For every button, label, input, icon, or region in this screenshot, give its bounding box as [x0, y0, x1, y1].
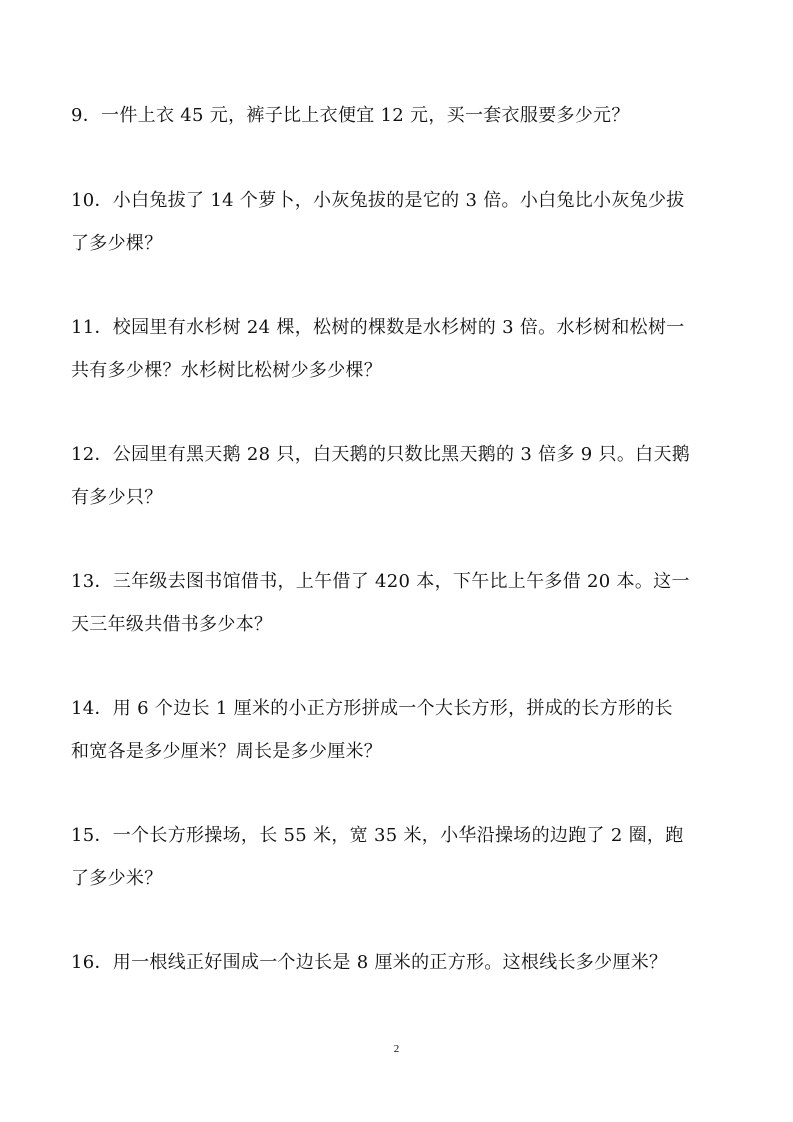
problem-13-line-1: 13．三年级去图书馆借书，上午借了 420 本，下午比上午多借 20 本。这一 [71, 571, 690, 592]
problem-14-line-2: 和宽各是多少厘米？周长是多少厘米？ [71, 741, 383, 762]
problem-15-line-1: 15．一个长方形操场，长 55 米，宽 35 米，小华沿操场的边跑了 2 圈，跑 [71, 825, 684, 846]
problem-10-line-2: 了多少棵？ [71, 233, 163, 254]
page-number: 2 [393, 1043, 400, 1055]
problem-16-line-1: 16．用一根线正好围成一个边长是 8 厘米的正方形。这根线长多少厘米？ [71, 952, 668, 973]
problem-15-line-2: 了多少米？ [71, 868, 163, 889]
problem-9-line-1: 9．一件上衣 45 元，裤子比上衣便宜 12 元，买一套衣服要多少元？ [71, 105, 630, 126]
problem-11-line-1: 11．校园里有水杉树 24 棵，松树的棵数是水杉树的 3 倍。水杉树和松树一 [71, 317, 685, 338]
problem-11-line-2: 共有多少棵？水杉树比松树少多少棵？ [71, 360, 383, 381]
problem-13-line-2: 天三年级共借书多少本？ [71, 614, 273, 635]
problem-14-line-1: 14．用 6 个边长 1 厘米的小正方形拼成一个大长方形，拼成的长方形的长 [71, 698, 673, 719]
problem-12-line-2: 有多少只？ [71, 487, 163, 508]
problem-10-line-1: 10．小白兔拔了 14 个萝卜，小灰兔拔的是它的 3 倍。小白兔比小灰兔少拔 [71, 190, 685, 211]
problem-12-line-1: 12．公园里有黑天鹅 28 只，白天鹅的只数比黑天鹅的 3 倍多 9 只。白天鹅 [71, 444, 691, 465]
